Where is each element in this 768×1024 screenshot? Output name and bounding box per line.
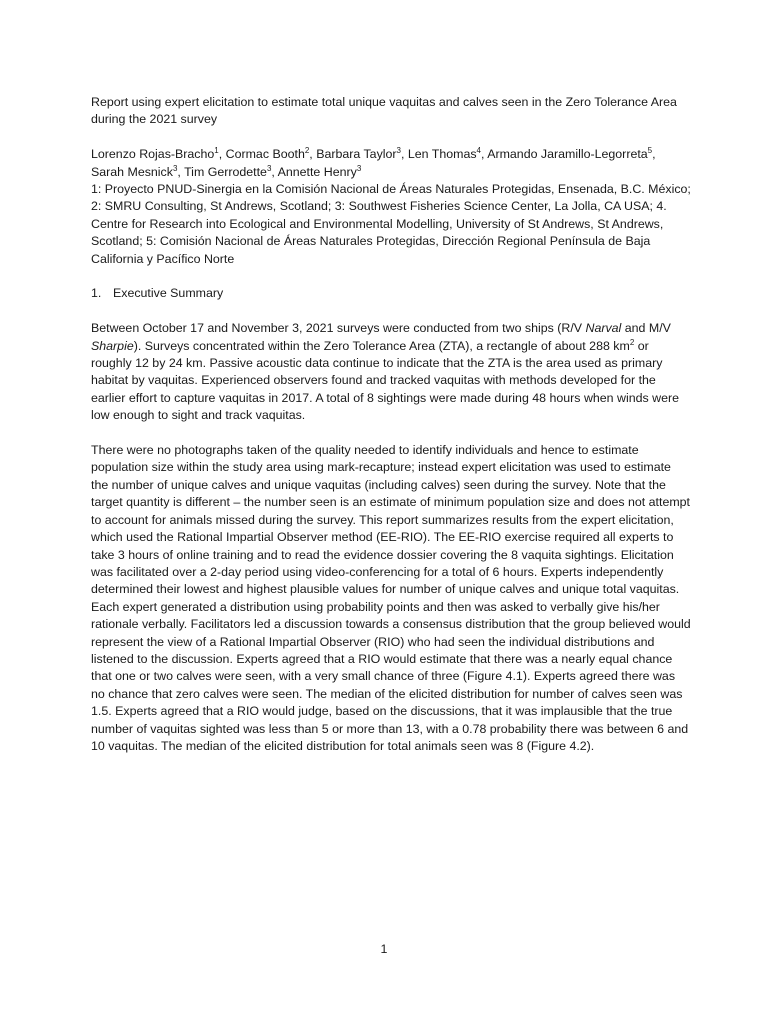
author-name: Len Thomas — [407, 147, 477, 162]
ship-name: Narval — [585, 321, 622, 336]
author-separator: , — [177, 164, 185, 179]
paragraph-text: ). Surveys concentrated within the Zero Tolerance Area (ZTA), a rectangle of about 288 km — [133, 338, 630, 353]
author-separator: , — [401, 147, 408, 162]
paragraph-1 — [91, 320, 691, 424]
author-separator: , — [218, 147, 226, 162]
author-affiliation-marker: 3 — [396, 146, 401, 156]
section-title: Executive Summary — [113, 286, 224, 301]
section-number: 1. — [91, 286, 102, 301]
paragraph-text: and M/V — [621, 321, 671, 336]
page-number: 1 — [380, 942, 388, 956]
author-separator: , — [271, 164, 278, 179]
author-affiliation-marker: 2 — [304, 146, 310, 156]
section-heading — [91, 285, 691, 302]
author-separator: , — [309, 147, 317, 162]
author-affiliation-marker: 3 — [266, 163, 272, 173]
ship-name: Sharpie — [91, 338, 134, 353]
author-name: Sarah Mesnick — [91, 164, 173, 179]
author-affiliation-marker: 5 — [647, 146, 653, 156]
author-name: Barbara Taylor — [316, 147, 397, 162]
author-separator: , — [652, 147, 656, 162]
author-affiliation-marker: 3 — [356, 163, 362, 173]
author-name: Cormac Booth — [225, 147, 305, 162]
paragraph-text: Between October 17 and November 3, 2021 surveys were conducted from two ships (R/V — [91, 321, 586, 336]
author-affiliation-marker: 4 — [476, 146, 481, 156]
paragraph-2: There were no photographs taken of the quality needed to identify individuals and hence to estimate population size within the study area using mark-recapture; instead expert elicitation was used to estimate the number of unique calves and unique vaquitas (including calves) seen during the survey. Note that the target quantity is different – the number seen is an estimate of minimum population size and does not attempt to account for animals missed during the survey. This report summarizes results from the expert elicitation, which used the Rational Impartial Observer method (EE-RIO). The EE-RIO exercise required all experts to take 3 hours of online training and to read the evidence dossier covering the 8 vaquita sightings. Elicitation was facilitated over a 2-day period using video-conferencing for a total of 6 hours. Experts independently determined their lowest and highest plausible values for number of unique calves and unique total vaquitas. Each expert generated a distribution using probability points and then was asked to verbally give his/her rationale verbally. Facilitators led a discussion towards a consensus distribution that the group believed would represent the view of a Rational Impartial Observer (RIO) who had seen the individual distributions and listened to the discussion. Experts agreed that a RIO would estimate that there was a nearly equal chance that one or two calves were seen, with a very small chance of three (Figure 4.1). Experts agreed there was no chance that zero calves were seen. The median of the elicited distribution for number of calves seen was 1.5. Experts agreed that a RIO would judge, based on the discussions, that it was implausible that the true number of vaquitas sighted was less than 5 or more than 13, with a 0.78 probability there was between 6 and 10 vaquitas. The median of the elicited distribution for total animals seen was 8 (Figure 4.2). — [91, 443, 691, 753]
author-name: Armando Jaramillo-Legorreta — [487, 147, 648, 162]
superscript: 2 — [629, 337, 635, 347]
author-name: Annette Henry — [277, 164, 357, 179]
paragraph-text: or roughly 12 by 24 km. Passive acoustic data continue to indicate that the ZTA is the area used as primary habitat by vaquitas. Experienced observers found and tracked vaquitas with methods developed for the earlier effort to capture vaquitas in 2017. A total of 8 sightings were made during 48 hours when winds were low enough to sight and track vaquitas. — [91, 338, 679, 423]
author-separator: , — [481, 147, 488, 162]
report-title: Report using expert elicitation to estimate total unique vaquitas and calves seen in the Zero Tolerance Area during the 2021 survey — [91, 95, 677, 127]
affiliations: 1: Proyecto PNUD-Sinergia en la Comisión Nacional de Áreas Naturales Protegidas, Ensenada, B.C. México; 2: SMRU Consulting, St Andrews, Scotland; 3: Southwest Fisheries Science Center, La Jolla, CA USA; 4. Centre for Research into Ecological and Environmental Modelling, University of St Andrews, St Andrews, Scotland; 5: Comisión Nacional de Áreas Naturales Protegidas, Dirección Regional Península de Baja California y Pacífico Norte — [91, 182, 691, 266]
author-name: Tim Gerrodette — [184, 164, 267, 179]
author-name: Lorenzo Rojas-Bracho — [91, 147, 215, 162]
document-body — [91, 94, 691, 755]
author-affiliation-marker: 3 — [172, 163, 178, 173]
author-affiliation-marker: 1 — [214, 146, 219, 156]
author-list — [91, 146, 691, 181]
